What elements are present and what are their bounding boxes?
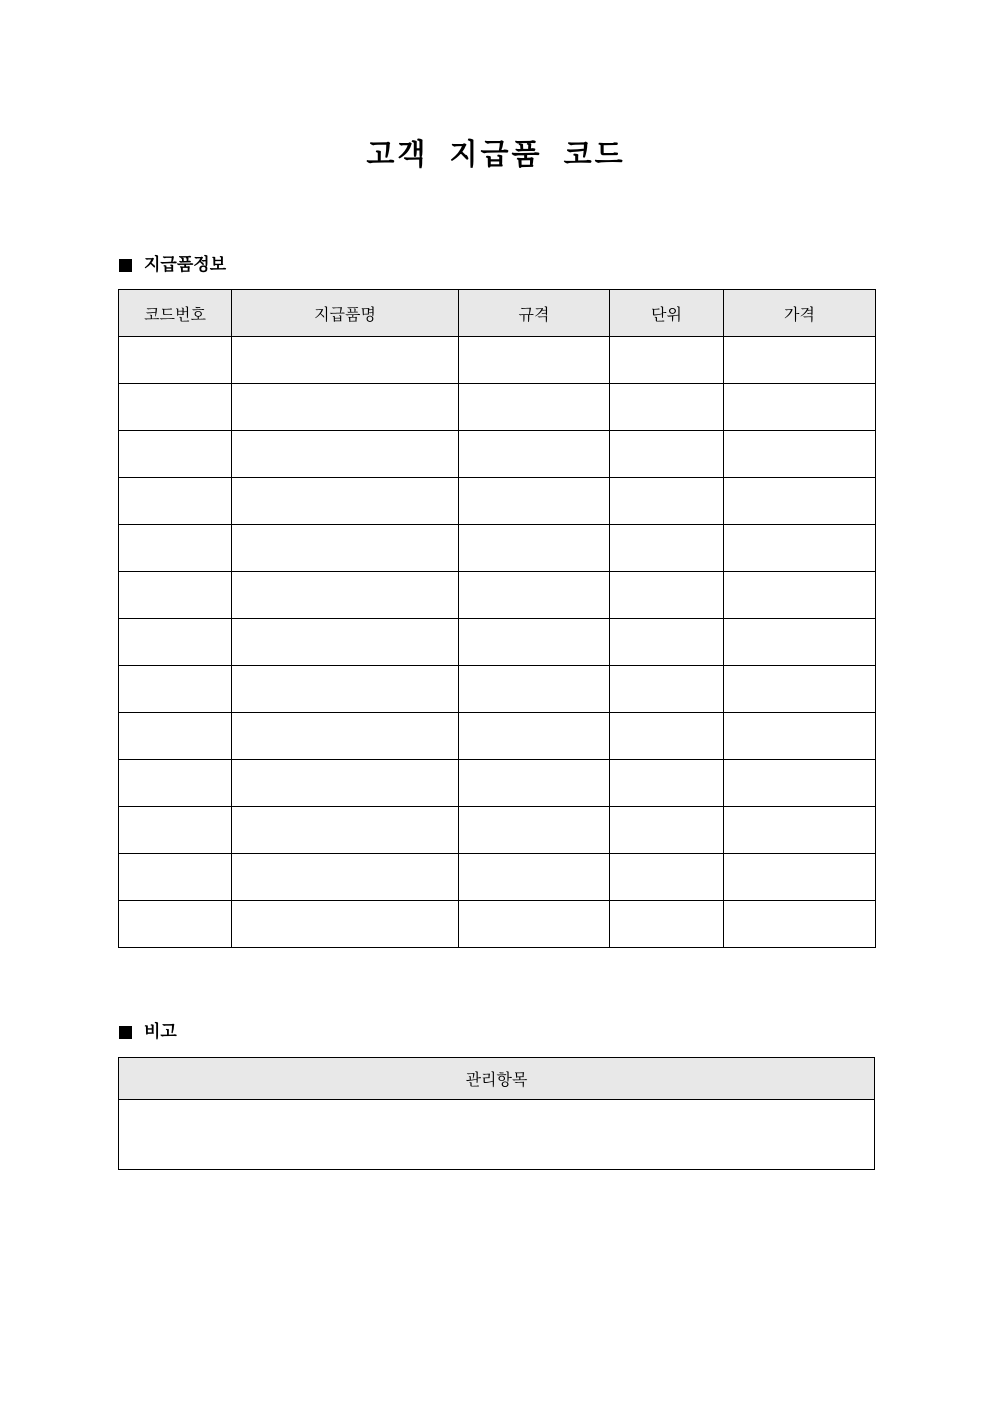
table-row xyxy=(119,525,876,572)
section-heading-label: 비고 xyxy=(144,1022,177,1042)
table-row xyxy=(119,431,876,478)
code-cell[interactable] xyxy=(119,713,232,760)
item-name-cell[interactable] xyxy=(232,384,459,431)
section-heading-items xyxy=(119,253,226,277)
table-row xyxy=(119,619,876,666)
code-cell[interactable] xyxy=(119,478,232,525)
unit-cell[interactable] xyxy=(610,337,724,384)
unit-cell[interactable] xyxy=(610,713,724,760)
table-row xyxy=(119,713,876,760)
item-name-cell[interactable] xyxy=(232,760,459,807)
column-header-management-items: 관리항목 xyxy=(119,1058,875,1100)
item-name-cell[interactable] xyxy=(232,478,459,525)
section-heading-notes xyxy=(119,1020,177,1044)
code-cell[interactable] xyxy=(119,337,232,384)
price-cell[interactable] xyxy=(724,478,876,525)
items-table xyxy=(118,289,876,948)
table-row xyxy=(119,572,876,619)
price-cell[interactable] xyxy=(724,713,876,760)
code-cell[interactable] xyxy=(119,666,232,713)
notes-table xyxy=(118,1057,875,1170)
code-cell[interactable] xyxy=(119,384,232,431)
table-row xyxy=(119,854,876,901)
table-row xyxy=(119,901,876,948)
code-cell[interactable] xyxy=(119,431,232,478)
item-name-cell[interactable] xyxy=(232,337,459,384)
price-cell[interactable] xyxy=(724,431,876,478)
column-header-spec: 규격 xyxy=(459,290,610,337)
price-cell[interactable] xyxy=(724,337,876,384)
item-name-cell[interactable] xyxy=(232,713,459,760)
square-bullet-icon xyxy=(119,259,132,272)
unit-cell[interactable] xyxy=(610,666,724,713)
spec-cell[interactable] xyxy=(459,760,610,807)
price-cell[interactable] xyxy=(724,666,876,713)
code-cell[interactable] xyxy=(119,572,232,619)
column-header-code: 코드번호 xyxy=(119,290,232,337)
page-title: 고객 지급품 코드 xyxy=(366,137,626,171)
section-heading-label: 지급품정보 xyxy=(144,255,227,275)
unit-cell[interactable] xyxy=(610,384,724,431)
table-row xyxy=(119,478,876,525)
item-name-cell[interactable] xyxy=(232,854,459,901)
item-name-cell[interactable] xyxy=(232,666,459,713)
price-cell[interactable] xyxy=(724,525,876,572)
table-header-row xyxy=(119,1058,875,1100)
table-row xyxy=(119,1100,875,1170)
unit-cell[interactable] xyxy=(610,572,724,619)
price-cell[interactable] xyxy=(724,384,876,431)
item-name-cell[interactable] xyxy=(232,572,459,619)
spec-cell[interactable] xyxy=(459,901,610,948)
table-row xyxy=(119,666,876,713)
spec-cell[interactable] xyxy=(459,713,610,760)
price-cell[interactable] xyxy=(724,619,876,666)
price-cell[interactable] xyxy=(724,572,876,619)
table-row xyxy=(119,760,876,807)
price-cell[interactable] xyxy=(724,854,876,901)
spec-cell[interactable] xyxy=(459,478,610,525)
unit-cell[interactable] xyxy=(610,901,724,948)
code-cell[interactable] xyxy=(119,525,232,572)
item-name-cell[interactable] xyxy=(232,807,459,854)
spec-cell[interactable] xyxy=(459,431,610,478)
spec-cell[interactable] xyxy=(459,572,610,619)
unit-cell[interactable] xyxy=(610,760,724,807)
spec-cell[interactable] xyxy=(459,854,610,901)
unit-cell[interactable] xyxy=(610,619,724,666)
price-cell[interactable] xyxy=(724,807,876,854)
code-cell[interactable] xyxy=(119,619,232,666)
square-bullet-icon xyxy=(119,1026,132,1039)
item-name-cell[interactable] xyxy=(232,431,459,478)
price-cell[interactable] xyxy=(724,760,876,807)
unit-cell[interactable] xyxy=(610,525,724,572)
unit-cell[interactable] xyxy=(610,854,724,901)
spec-cell[interactable] xyxy=(459,525,610,572)
code-cell[interactable] xyxy=(119,901,232,948)
spec-cell[interactable] xyxy=(459,666,610,713)
table-row xyxy=(119,384,876,431)
code-cell[interactable] xyxy=(119,807,232,854)
unit-cell[interactable] xyxy=(610,431,724,478)
price-cell[interactable] xyxy=(724,901,876,948)
table-header-row xyxy=(119,290,876,337)
code-cell[interactable] xyxy=(119,760,232,807)
item-name-cell[interactable] xyxy=(232,901,459,948)
spec-cell[interactable] xyxy=(459,384,610,431)
unit-cell[interactable] xyxy=(610,478,724,525)
column-header-item-name: 지급품명 xyxy=(232,290,459,337)
notes-cell[interactable] xyxy=(119,1100,875,1170)
item-name-cell[interactable] xyxy=(232,619,459,666)
spec-cell[interactable] xyxy=(459,807,610,854)
column-header-price: 가격 xyxy=(724,290,876,337)
spec-cell[interactable] xyxy=(459,619,610,666)
column-header-unit: 단위 xyxy=(610,290,724,337)
table-row xyxy=(119,337,876,384)
table-row xyxy=(119,807,876,854)
spec-cell[interactable] xyxy=(459,337,610,384)
code-cell[interactable] xyxy=(119,854,232,901)
item-name-cell[interactable] xyxy=(232,525,459,572)
unit-cell[interactable] xyxy=(610,807,724,854)
